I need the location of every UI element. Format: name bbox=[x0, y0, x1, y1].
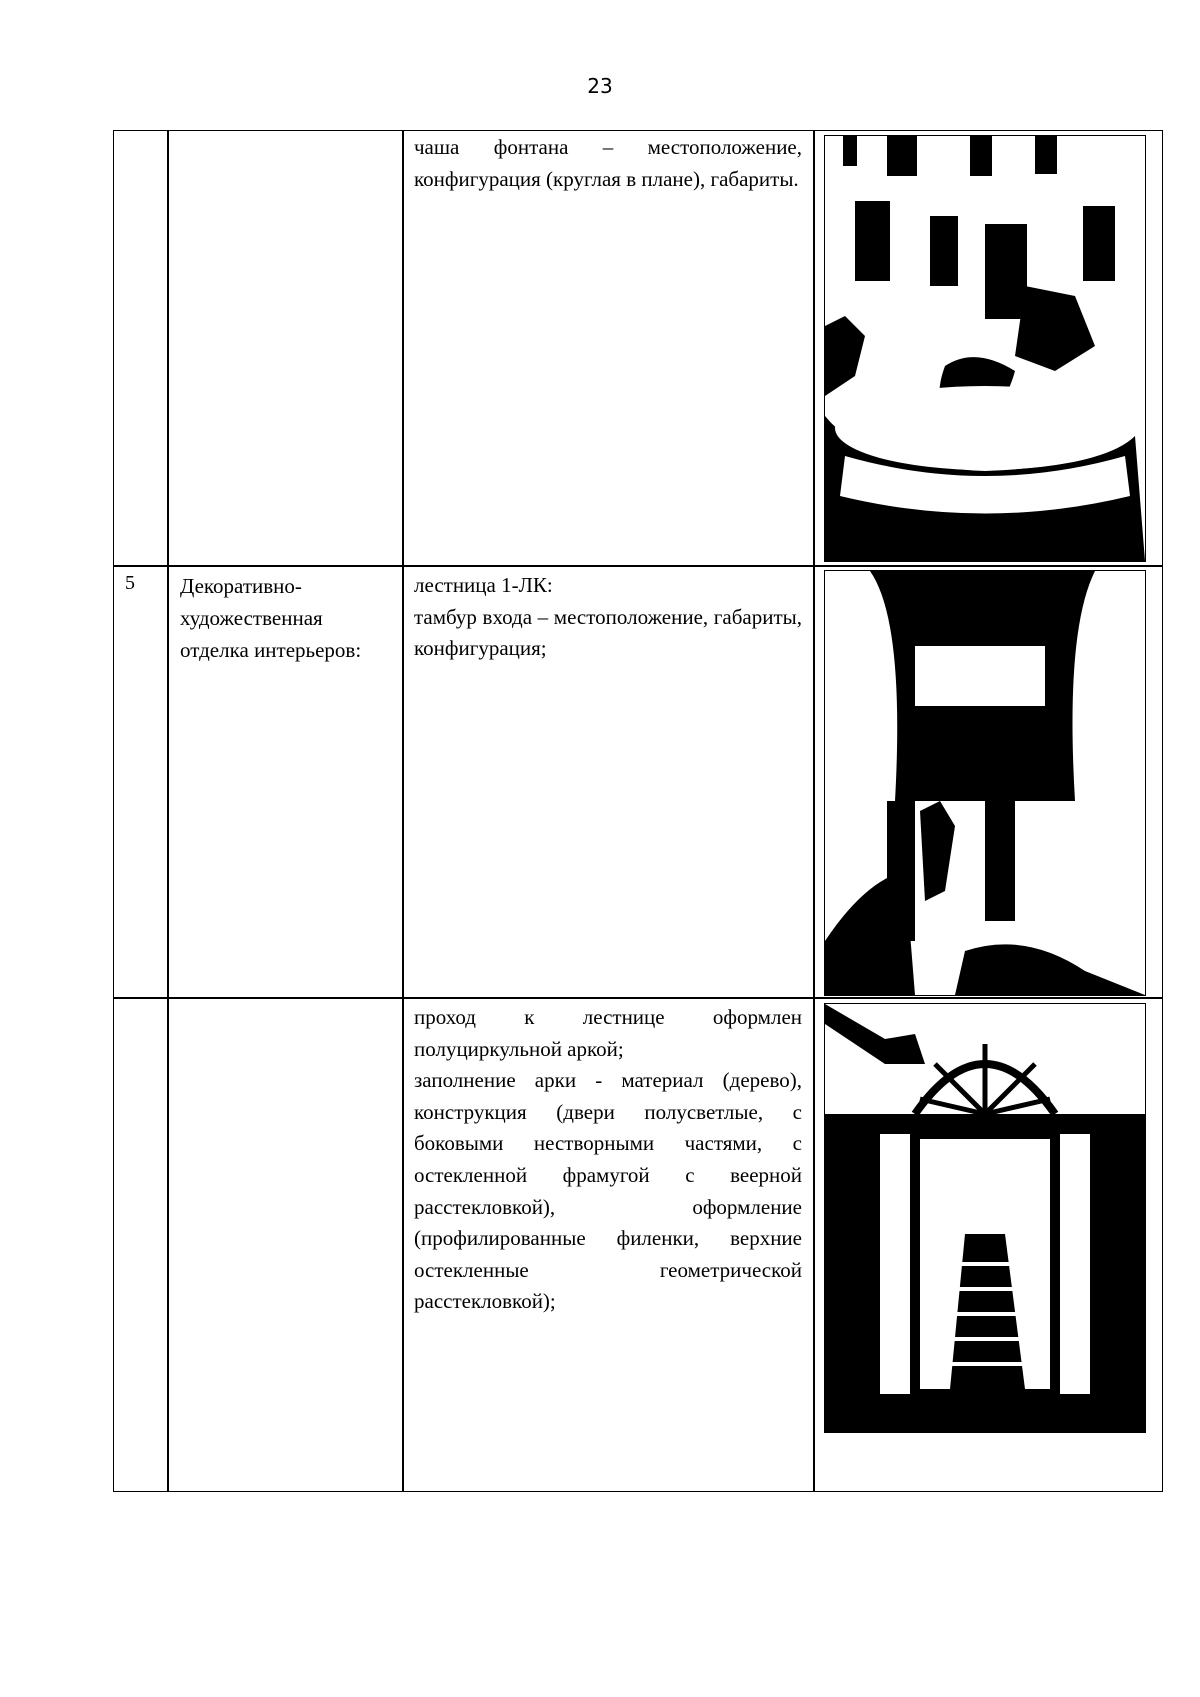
row-description bbox=[414, 1002, 802, 1318]
row-number: 5 bbox=[125, 572, 135, 594]
column-divider bbox=[813, 130, 815, 1492]
page-number: 23 bbox=[587, 74, 613, 98]
description-line: заполнение арки - материал (дерево), конструкция (двери полусветлые, с боковыми нестворными частями, с остекленной фрамугой с веерной расстекловкой), оформление (профилированные филенки, верхние остекленные геометрической расстекловкой); bbox=[414, 1068, 802, 1314]
row-divider bbox=[113, 997, 1163, 999]
row-description bbox=[414, 132, 802, 195]
description-line: чаша фонтана – местоположение, конфигурация (круглая в плане), габариты. bbox=[414, 135, 802, 191]
courtyard-fountain-photo bbox=[824, 135, 1146, 562]
description-line: тамбур входа – местоположение, габариты, конфигурация; bbox=[414, 604, 802, 661]
column-divider bbox=[167, 130, 169, 1492]
row-description bbox=[414, 570, 802, 665]
arched-staircase-photo bbox=[824, 1003, 1146, 1433]
description-line: проход к лестнице оформлен полуциркульной аркой; bbox=[414, 1005, 802, 1061]
description-line: лестница 1-ЛК: bbox=[414, 573, 553, 597]
row-name: Декоративно-художественная отделка интерьеров: bbox=[180, 574, 362, 662]
vestibule-doorway-photo bbox=[824, 570, 1146, 996]
column-divider bbox=[402, 130, 404, 1492]
row-divider bbox=[113, 565, 1163, 567]
